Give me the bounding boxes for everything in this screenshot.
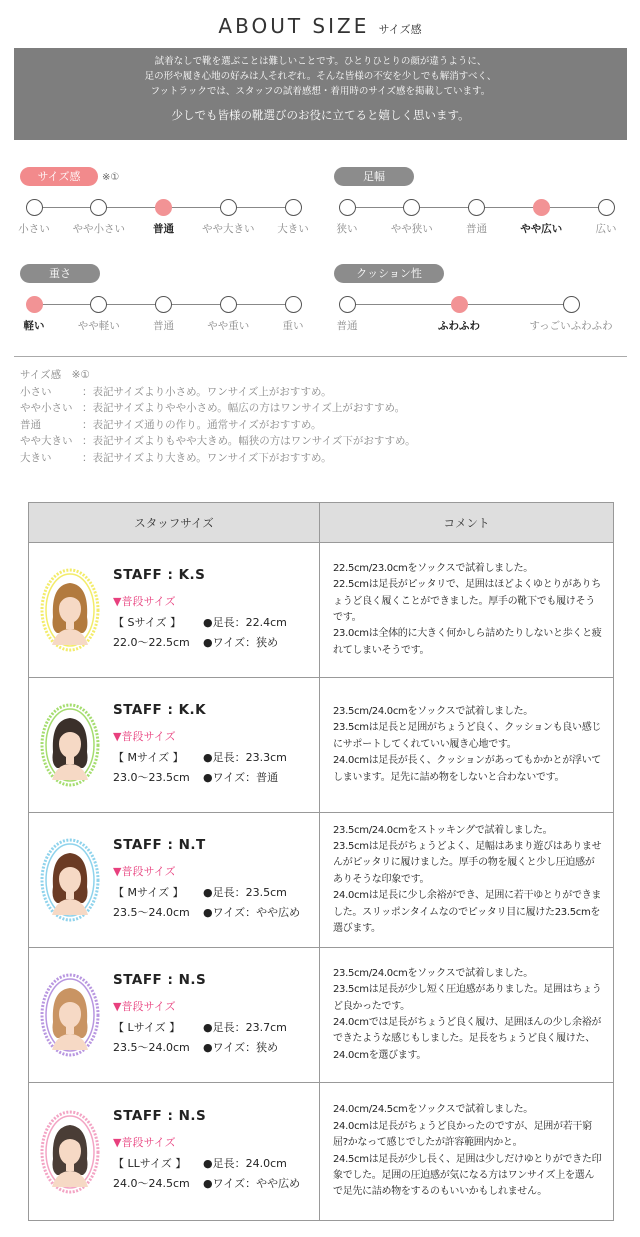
size-label: 【 LLサイズ 】	[113, 1157, 187, 1171]
page-title	[0, 14, 640, 38]
staff-shoe-size	[113, 613, 190, 653]
foot-length: ●足長：24.0cm	[203, 1157, 287, 1171]
staff-info-cell	[29, 1083, 320, 1221]
comment-line: 23.5cmは足長が少し短く圧迫感がありました。足囲はちょうど良かったです。	[333, 984, 602, 1012]
table-row	[29, 948, 614, 1083]
note-reference: ※①	[102, 172, 120, 183]
intro-closing: 少しでも皆様の靴選びのお役に立てると嬉しく思います。	[171, 108, 470, 122]
note-key: やや小さい	[20, 402, 73, 415]
weight-scale-dot-selected	[26, 296, 43, 313]
weight-scale-dot	[90, 296, 107, 313]
cushion-scale-label: ふわふわ	[438, 320, 480, 332]
width-scale-dot	[339, 199, 356, 216]
note-row	[20, 433, 416, 450]
width-badge: 足幅	[334, 167, 414, 186]
size-scale-label: やや大きい	[202, 223, 255, 235]
comment-line: 23.0cmは全体的に大きく何かしら詰めたりしないと歩くと疲れてしまいそうです。	[333, 628, 602, 656]
usual-size-label: ▼普段サイズ	[113, 864, 176, 878]
staff-avatar-icon	[37, 1107, 103, 1197]
note-key: 小さい	[20, 385, 52, 398]
usual-size-label: ▼普段サイズ	[113, 729, 176, 743]
note-text: ：表記サイズよりもやや大きめ。幅狭の方はワンサイズ下がおすすめ。	[82, 435, 416, 448]
staff-portrait	[37, 1107, 103, 1197]
size-range: 23.5〜24.0cm	[113, 905, 190, 919]
weight-scale-label: やや軽い	[77, 320, 120, 332]
intro-box	[14, 48, 627, 140]
foot-width: ●ワイズ：やや広め	[203, 905, 301, 919]
title-subtitle: サイズ感	[378, 23, 422, 36]
width-scale-dot	[598, 199, 615, 216]
comment-line: 23.5cm/24.0cmをストッキングで試着しました。	[333, 824, 553, 836]
staff-name: STAFF : N.T	[113, 837, 206, 854]
width-scale-label: 狭い	[336, 223, 358, 235]
staff-info-cell	[29, 948, 320, 1083]
staff-comment-cell	[320, 543, 614, 678]
staff-shoe-size	[113, 748, 190, 788]
foot-width: ●ワイズ：狭め	[203, 635, 279, 649]
size-scale-label: やや小さい	[72, 223, 125, 235]
note-row	[20, 450, 416, 467]
staff-avatar-icon	[37, 970, 103, 1060]
width-scale-label: やや狭い	[390, 223, 433, 235]
size-scale-dot	[285, 199, 302, 216]
width-scale-title	[334, 165, 414, 186]
staff-portrait	[37, 565, 103, 655]
staff-comment-cell	[320, 1083, 614, 1221]
staff-name: STAFF : K.K	[113, 702, 207, 719]
cushion-scale-dot	[339, 296, 356, 313]
foot-length: ●足長：23.7cm	[203, 1020, 287, 1034]
staff-info-cell	[29, 543, 320, 678]
width-scale-dot	[403, 199, 420, 216]
size-range: 23.5〜24.0cm	[113, 1040, 190, 1054]
size-scale-dot	[26, 199, 43, 216]
usual-size-label: ▼普段サイズ	[113, 999, 176, 1013]
cushion-scale-label: 普通	[336, 320, 358, 332]
table-row	[29, 1083, 614, 1221]
note-key: やや大きい	[20, 435, 73, 448]
cushion-scale-dot-selected	[451, 296, 468, 313]
size-range: 23.0〜23.5cm	[113, 770, 190, 784]
width-scale-label: 普通	[466, 223, 487, 235]
foot-width: ●ワイズ：やや広め	[203, 1177, 301, 1191]
comment-line: 22.5cm/23.0cmをソックスで試着しました。	[333, 562, 533, 574]
comment-line: 24.0cmは足長が長く、クッションがあってもかかとが浮いてしまいます。足先に詰め物をしないと合わないです。	[333, 755, 602, 783]
staff-info-cell	[29, 813, 320, 948]
weight-scale-label: 軽い	[23, 320, 45, 332]
staff-info-cell	[29, 678, 320, 813]
intro-line: 試着なしで靴を選ぶことは難しいことです。ひとりひとりの顔が違うように、	[154, 56, 487, 67]
comment-line: 23.5cm/24.0cmをソックスで試着しました。	[333, 705, 533, 717]
weight-badge: 重さ	[20, 264, 100, 283]
staff-portrait	[37, 700, 103, 790]
divider	[14, 356, 627, 357]
staff-shoe-size	[113, 883, 190, 923]
width-scale-dot-selected	[533, 199, 550, 216]
size-label: 【 Mサイズ 】	[113, 885, 184, 899]
comment-line: 24.0cmでは足長がちょうど良く履け、足囲ほんの少し余裕ができたような感じもしました。足長をちょうど良く履けた、24.0cmを選びます。	[333, 1017, 602, 1061]
note-text: ：表記サイズよりやや小さめ。幅広の方はワンサイズ上がおすすめ。	[82, 402, 406, 415]
staff-name: STAFF : N.S	[113, 1107, 207, 1124]
comment-line: 22.5cmは足長がピッタリで、足囲はほどよくゆとりがありちょうど良く履くことができました。厚手の靴下でも履けそうです。	[333, 579, 601, 623]
comment-line: 24.0cmは足長がちょうど良かったのですが、足囲が若干窮屈?かなって感じでしたが許容範囲内かと。	[333, 1120, 592, 1149]
staff-table	[28, 502, 614, 1221]
comment-line: 23.5cmは足長と足囲がちょうど良く、クッションも良い感じにサポートしてくれていい履き心地です。	[333, 722, 602, 750]
cushion-scale-dot	[563, 296, 580, 313]
notes-heading: サイズ感 ※①	[20, 369, 90, 381]
table-header-row	[29, 503, 614, 543]
note-row	[20, 417, 416, 434]
weight-scale-dot	[285, 296, 302, 313]
staff-foot-measurements	[203, 883, 300, 923]
comment-line: 23.5cm/24.0cmをソックスで試着しました。	[333, 967, 533, 979]
cushion-scale-label: すっごいふわふわ	[529, 320, 613, 332]
width-scale-label: 広い	[595, 223, 617, 235]
comment-line: 24.0cmは足長に少し余裕ができ、足囲に若干ゆとりができました。スリッポンタイムなのでピッタリ目に履けた23.5cmを選びます。	[333, 890, 602, 935]
usual-size-label: ▼普段サイズ	[113, 594, 176, 608]
width-scale-label: やや広い	[520, 223, 563, 235]
note-row	[20, 384, 416, 401]
note-text: ：表記サイズ通りの作り。通常サイズがおすすめ。	[82, 418, 322, 431]
size-scale-label: 普通	[153, 223, 174, 235]
size-scale-dot	[90, 199, 107, 216]
comment-line: 24.5cmは足長が少し長く、足囲は少しだけゆとりができた印象でした。足囲の圧迫感が気になる方はワンサイズ上を選んで足先に詰め物をするのもいいかもしれません。	[333, 1153, 602, 1198]
size-scale-title	[20, 165, 119, 186]
size-scale-dot-selected	[155, 199, 172, 216]
intro-line: フットラックでは、スタッフの試着感想・着用時のサイズ感を掲載しています。	[150, 86, 491, 97]
staff-foot-measurements	[203, 1154, 300, 1194]
staff-portrait	[37, 835, 103, 925]
usual-size-label: ▼普段サイズ	[113, 1135, 176, 1149]
staff-shoe-size	[113, 1154, 190, 1194]
size-range: 24.0〜24.5cm	[113, 1177, 190, 1191]
staff-name: STAFF : N.S	[113, 972, 207, 989]
note-key: 普通	[20, 418, 41, 431]
size-scale-label: 大きい	[277, 223, 309, 235]
size-scale-label: 小さい	[18, 223, 50, 235]
foot-length: ●足長：23.3cm	[203, 750, 287, 764]
weight-scale-dot	[155, 296, 172, 313]
staff-avatar-icon	[37, 835, 103, 925]
size-notes	[20, 367, 416, 467]
table-row	[29, 543, 614, 678]
size-label: 【 Lサイズ 】	[113, 1020, 181, 1034]
note-row	[20, 400, 416, 417]
title-main: ABOUT SIZE	[218, 14, 370, 38]
staff-name: STAFF : K.S	[113, 567, 206, 584]
weight-scale-title	[20, 262, 100, 283]
foot-length: ●足長：22.4cm	[203, 615, 287, 629]
table-row	[29, 678, 614, 813]
table-row	[29, 813, 614, 948]
cushion-scale-title	[334, 262, 444, 283]
staff-avatar-icon	[37, 700, 103, 790]
staff-foot-measurements	[203, 613, 287, 653]
staff-shoe-size	[113, 1018, 190, 1058]
size-label: 【 Sサイズ 】	[113, 615, 182, 629]
size-range: 22.0〜22.5cm	[113, 635, 190, 649]
size-scale-dot	[220, 199, 237, 216]
foot-width: ●ワイズ：狭め	[203, 1040, 279, 1054]
weight-scale-label: やや重い	[207, 320, 250, 332]
weight-scale-dot	[220, 296, 237, 313]
width-scale-dot	[468, 199, 485, 216]
header-staff-size: スタッフサイズ	[29, 503, 320, 543]
weight-scale-label: 普通	[153, 320, 174, 332]
foot-length: ●足長：23.5cm	[203, 885, 287, 899]
note-text: ：表記サイズより大きめ。ワンサイズ下がおすすめ。	[82, 451, 332, 464]
staff-foot-measurements	[203, 1018, 287, 1058]
foot-width: ●ワイズ：普通	[203, 770, 279, 784]
staff-comment-cell	[320, 948, 614, 1083]
comment-line: 23.5cmは足長がちょうどよく、足幅はあまり遊びはありませんがピッタリに履けました。厚手の物を履くと少し圧迫感がありそうな印象です。	[333, 840, 602, 885]
intro-line: 足の形や履き心地の好みは人それぞれ。そんな皆様の不安を少しでも解消すべく、	[144, 71, 497, 82]
staff-comment-cell	[320, 813, 614, 948]
staff-comment-cell	[320, 678, 614, 813]
weight-scale-label: 重い	[282, 320, 304, 332]
staff-portrait	[37, 970, 103, 1060]
note-text: ：表記サイズより小さめ。ワンサイズ上がおすすめ。	[82, 385, 332, 398]
size-badge: サイズ感	[20, 167, 98, 186]
staff-avatar-icon	[37, 565, 103, 655]
header-comment: コメント	[320, 503, 614, 543]
comment-line: 24.0cm/24.5cmをソックスで試着しました。	[333, 1104, 533, 1116]
staff-foot-measurements	[203, 748, 287, 788]
cushion-badge: クッション性	[334, 264, 444, 283]
note-key: 大きい	[20, 451, 52, 464]
size-label: 【 Mサイズ 】	[113, 750, 184, 764]
